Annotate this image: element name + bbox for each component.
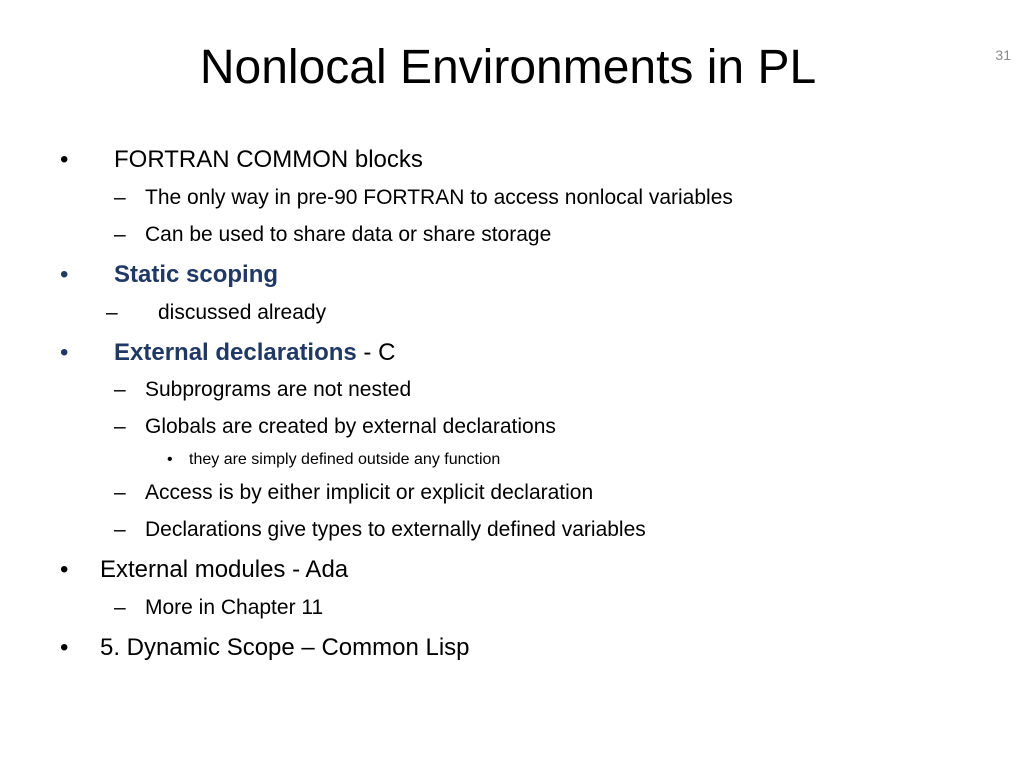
bullet-text-rest: - C [356, 339, 396, 366]
dash-marker: – [114, 481, 126, 504]
dash-marker: – [114, 378, 126, 401]
slide-number: 31 [995, 47, 1011, 63]
bullet-text [114, 339, 395, 367]
bullet-marker: • [60, 339, 69, 366]
sub-bullet-text: Can be used to share data or share storage [145, 223, 552, 246]
sub-bullet-text: The only way in pre-90 FORTRAN to access nonlocal variables [145, 186, 733, 209]
dash-marker: – [114, 223, 126, 246]
bullet-marker: • [60, 634, 69, 661]
sub-bullet-text: Globals are created by external declarations [145, 415, 556, 438]
dash-marker: – [114, 596, 126, 619]
bullet-text: 5. Dynamic Scope – Common Lisp [100, 634, 470, 661]
bullet-marker: • [167, 451, 173, 468]
bullet-text: External modules - Ada [100, 556, 349, 583]
bullet-marker: • [60, 556, 69, 583]
bullet-text-bold: External declarations [114, 339, 357, 366]
sub-sub-bullet-text: they are simply defined outside any function [189, 451, 501, 468]
dash-marker: – [114, 415, 126, 438]
sub-bullet-text: Access is by either implicit or explicit declaration [145, 481, 594, 504]
sub-bullet-text: More in Chapter 11 [145, 596, 324, 619]
dash-marker: – [114, 186, 126, 209]
bullet-text: FORTRAN COMMON blocks [114, 146, 423, 173]
sub-bullet-text: discussed already [158, 301, 327, 324]
bullet-marker: • [60, 146, 69, 173]
sub-bullet-text: Subprograms are not nested [145, 378, 412, 401]
bullet-marker: • [60, 261, 69, 288]
slide-title: Nonlocal Environments in PL [199, 41, 817, 94]
dash-marker: – [106, 301, 118, 324]
bullet-text: Static scoping [114, 261, 279, 288]
dash-marker: – [114, 518, 126, 541]
sub-bullet-text: Declarations give types to externally defined variables [145, 518, 646, 541]
